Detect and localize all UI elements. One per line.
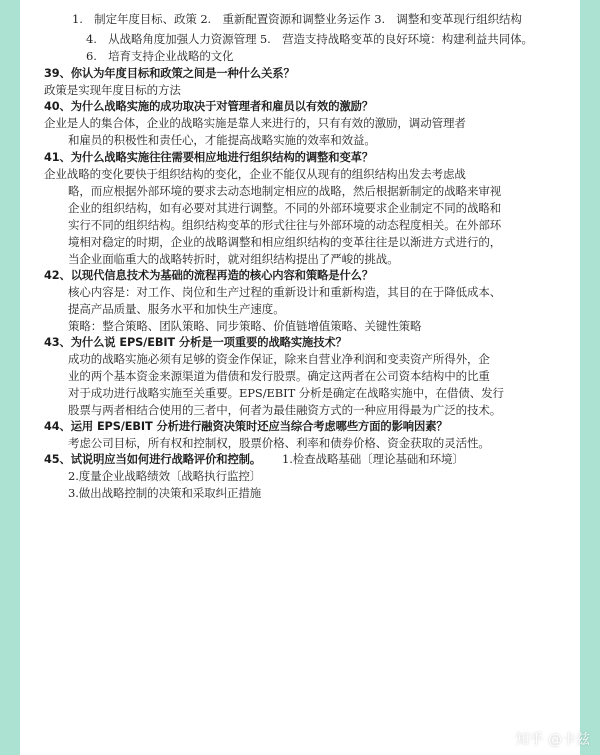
answer-42-line-2: 提高产品质量、服务水平和加快生产速度。: [68, 302, 285, 316]
answer-44: 考虑公司目标，所有权和控制权，股票价格、利率和债券价格、资金获取的灵活性。: [68, 436, 490, 450]
question-42: 42、以现代信息技术为基础的流程再造的核心内容和策略是什么？: [44, 269, 374, 282]
question-43: 43、为什么说 EPS/EBIT 分析是一项重要的战略实施技术？: [44, 336, 347, 349]
answer-41-line-5: 境相对稳定的时期，企业的战略调整和相应组织结构的变革往往是以渐进方式进行的，: [68, 235, 502, 249]
answer-45-item-1: 1.检查战略基础〔理论基础和环境〕: [282, 452, 464, 466]
answer-41-line-2: 略，而应根据外部环境的要求去动态地制定相应的战略，然后根据新制定的战略来审视: [68, 184, 502, 198]
list-line-1: 1. 制定年度目标、政策 2. 重新配置资源和调整业务运作 3. 调整和变革现行组织结构: [72, 12, 522, 26]
answer-40-line-2: 和雇员的积极性和责任心，才能提高战略实施的效率和效益。: [68, 133, 376, 147]
question-44: 44、运用 EPS/EBIT 分析进行融资决策时还应当综合考虑哪些方面的影响因素？: [44, 420, 448, 433]
answer-43-line-4: 股票与两者相结合使用的三者中，何者为最佳融资方式的一种应用得最为广泛的技术。: [68, 403, 502, 417]
answer-45-item-2: 2.度量企业战略绩效〔战略执行监控〕: [68, 469, 262, 483]
list-line-3: 6. 培育支持企业战略的文化: [86, 49, 234, 63]
document-page: [20, 0, 580, 755]
zhihu-watermark: 知乎 @卡兹: [515, 732, 590, 748]
answer-43-line-2: 业的两个基本资金来源渠道为借债和发行股票。确定这两者在公司资本结构中的比重: [68, 369, 490, 383]
answer-41-line-4: 实行不同的组织结构。组织结构变革的形式往往与外部环境的动态程度相关。在外部环: [68, 218, 502, 232]
answer-41-line-1: 企业战略的变化要快于组织结构的变化，企业不能仅从现有的组织结构出发去考虑战: [44, 167, 466, 181]
question-40: 40、为什么战略实施的成功取决于对管理者和雇员以有效的激励？: [44, 100, 374, 113]
answer-42-line-1: 核心内容是：对工作、岗位和生产过程的重新设计和重新构造，其目的在于降低成本、: [68, 285, 502, 299]
question-45: 45、试说明应当如何进行战略评价和控制。: [44, 453, 262, 466]
answer-43-line-1: 成功的战略实施必须有足够的资金作保证，除来自营业净利润和变卖资产所得外，企: [68, 352, 490, 366]
answer-41-line-3: 企业的组织结构，如有必要对其进行调整。不同的外部环境要求企业制定不同的战略和: [68, 201, 502, 215]
answer-43-line-3: 对于成功进行战略实施至关重要。EPS/EBIT 分析是确定在战略实施中，在借债、发行: [68, 386, 504, 400]
answer-42-line-3: 策略：整合策略、团队策略、同步策略、价值链增值策略、关键性策略: [68, 319, 422, 333]
question-39: 39、你认为年度目标和政策之间是一种什么关系？: [44, 67, 295, 80]
answer-39: 政策是实现年度目标的方法: [44, 83, 181, 97]
list-line-2: 4. 从战略角度加强人力资源管理 5. 营造支持战略变革的良好环境：构建利益共同体。: [86, 32, 533, 46]
answer-40-line-1: 企业是人的集合体，企业的战略实施是靠人来进行的，只有有效的激励，调动管理者: [44, 116, 466, 130]
answer-41-line-6: 当企业面临重大的战略转折时，就对组织结构提出了严峻的挑战。: [68, 252, 399, 266]
answer-45-item-3: 3.做出战略控制的决策和采取纠正措施: [68, 486, 262, 500]
question-41: 41、为什么战略实施往往需要相应地进行组织结构的调整和变革？: [44, 151, 374, 164]
